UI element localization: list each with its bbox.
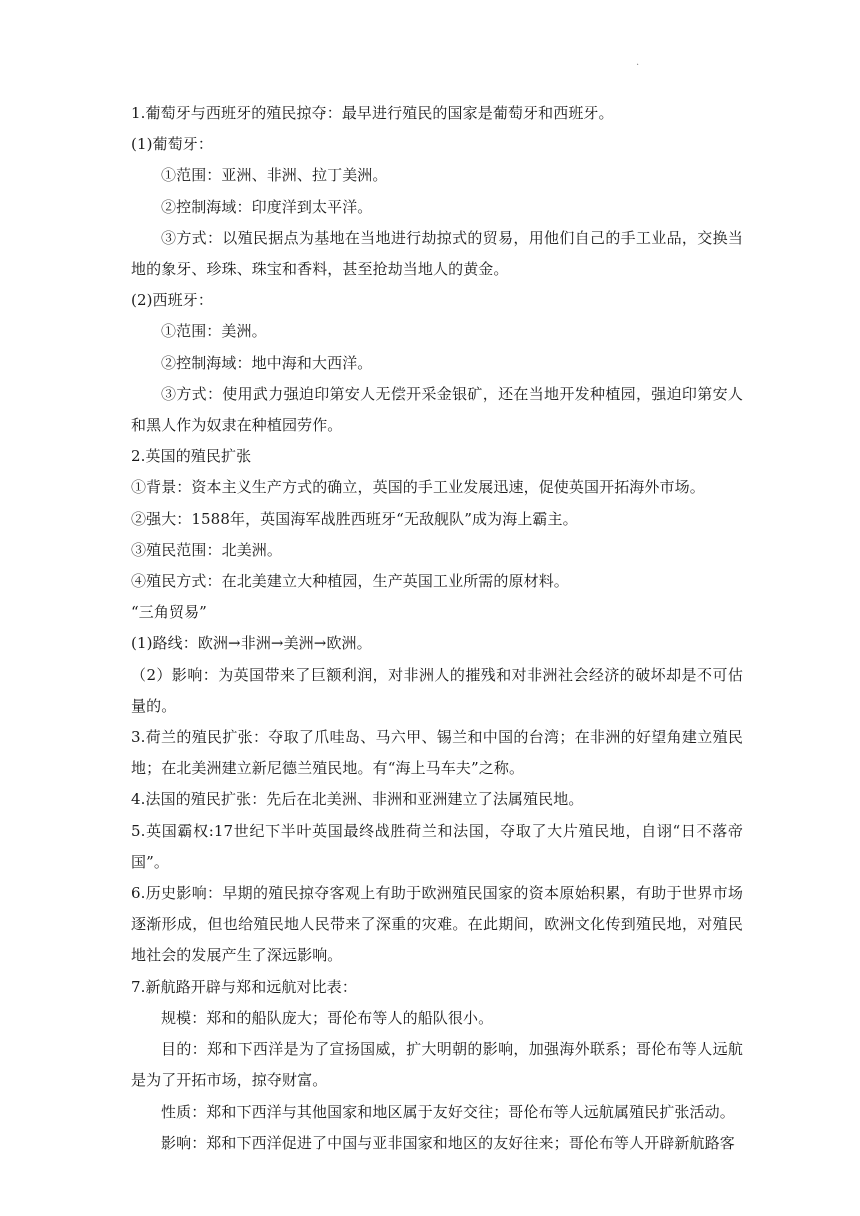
- paragraph-britain-background: ①背景：资本主义生产方式的确立，英国的手工业发展迅速，促使英国开拓海外市场。: [131, 478, 705, 497]
- paragraph-spain-sea: ②控制海域：地中海和大西洋。: [161, 353, 373, 372]
- paragraph-subheading-spain: (2)西班牙：: [131, 291, 213, 310]
- paragraph-britain-power: ②强大：1588年，英国海军战胜西班牙“无敌舰队”成为海上霸主。: [131, 509, 578, 528]
- paragraph-compare-nature: 性质：郑和下西洋与其他国家和地区属于友好交往；哥伦布等人远航属殖民扩张活动。: [161, 1102, 735, 1121]
- paragraph-compare-scale: 规模：郑和的船队庞大；哥伦布等人的船队很小。: [161, 1008, 494, 1027]
- paragraph-trade-impact: （2）影响：为英国带来了巨额利润，对非洲人的摧残和对非洲社会经济的破坏却是不可估量的。: [131, 665, 743, 715]
- paragraph-heading-5: 5.英国霸权:17世纪下半叶英国最终战胜荷兰和法国，夺取了大片殖民地，自诩“日不落帝国”。: [131, 821, 743, 871]
- paragraph-triangle-trade: “三角贸易”: [131, 603, 207, 622]
- paragraph-heading-6: 6.历史影响：早期的殖民掠夺客观上有助于欧洲殖民国家的资本原始积累，有助于世界市场逐渐形成，但也给殖民地人民带来了深重的灾难。在此期间，欧洲文化传到殖民地，对殖民地社会的发展产生了深远影响。: [131, 884, 743, 965]
- paragraph-britain-scope: ③殖民范围：北美洲。: [131, 540, 283, 559]
- paragraph-britain-method: ④殖民方式：在北美建立大种植园，生产英国工业所需的原材料。: [131, 572, 569, 591]
- paragraph-subheading-portugal: (1)葡萄牙：: [131, 135, 213, 154]
- paragraph-heading-4: 4.法国的殖民扩张：先后在北美洲、非洲和亚洲建立了法属殖民地。: [131, 790, 584, 809]
- paragraph-portugal-sea: ②控制海域：印度洋到太平洋。: [161, 197, 373, 216]
- paragraph-heading-3: 3.荷兰的殖民扩张：夺取了爪哇岛、马六甲、锡兰和中国的台湾；在非洲的好望角建立殖民地；在北美洲建立新尼德兰殖民地。有“海上马车夫”之称。: [131, 728, 743, 778]
- paragraph-heading-2: 2.英国的殖民扩张: [131, 447, 252, 466]
- paragraph-spain-method: ③方式：使用武力强迫印第安人无偿开采金银矿，还在当地开发种植园，强迫印第安人和黑人作为奴隶在种植园劳作。: [131, 384, 743, 435]
- paragraph-spain-scope: ①范围：美洲。: [161, 322, 267, 341]
- corner-mark: .: [636, 57, 640, 68]
- paragraph-portugal-scope: ①范围：亚洲、非洲、拉丁美洲。: [161, 166, 388, 185]
- paragraph-heading-7: 7.新航路开辟与郑和远航对比表：: [131, 977, 357, 996]
- paragraph-portugal-method: ③方式：以殖民据点为基地在当地进行劫掠式的贸易，用他们自己的手工业品，交换当地的象牙、珍珠、珠宝和香料，甚至抢劫当地人的黄金。: [131, 228, 743, 279]
- paragraph-heading-1: 1.葡萄牙与西班牙的殖民掠夺：最早进行殖民的国家是葡萄牙和西班牙。: [131, 104, 614, 122]
- document-body: [131, 98, 743, 1159]
- paragraph-compare-purpose: 目的：郑和下西洋是为了宣扬国威，扩大明朝的影响，加强海外联系；哥伦布等人远航是为了开拓市场，掠夺财富。: [131, 1040, 743, 1090]
- paragraph-trade-route: (1)路线：欧洲→非洲→美洲→欧洲。: [131, 634, 372, 653]
- paragraph-compare-impact: 影响：郑和下西洋促进了中国与亚非国家和地区的友好往来；哥伦布等人开辟新航路客: [161, 1133, 735, 1152]
